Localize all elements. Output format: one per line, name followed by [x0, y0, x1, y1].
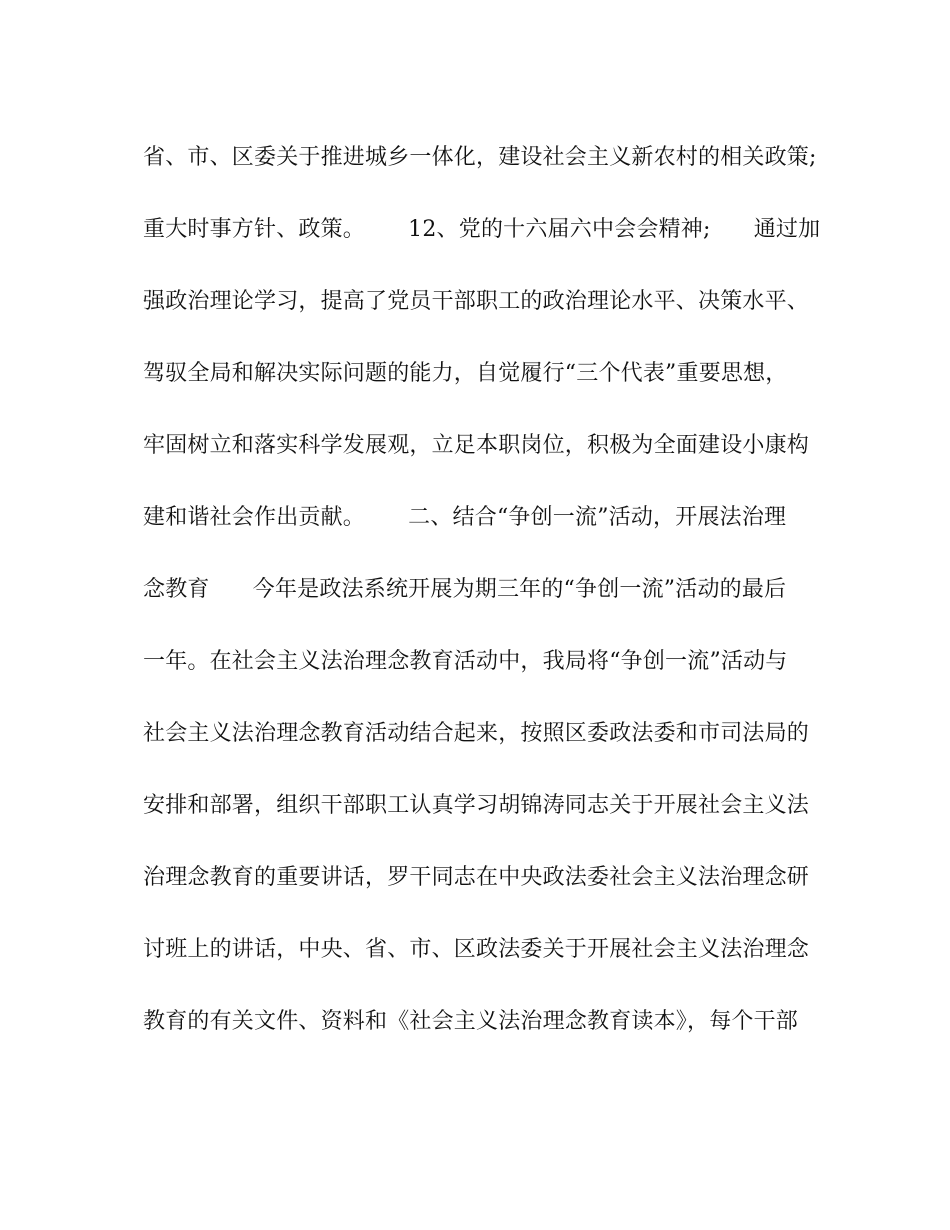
text-line: 念教育 今年是政法系统开展为期三年的“争创一流”活动的最后	[143, 577, 787, 602]
text-line: 重大时事方针、政策。 12、党的十六届六中会会精神; 通过加	[143, 217, 821, 242]
text-line: 驾驭全局和解决实际问题的能力，自觉履行“三个代表”重要思想，	[143, 361, 788, 386]
text-line: 建和谐社会作出贡献。 二、结合“争创一流”活动，开展法治理	[143, 505, 787, 530]
text-line: 省、市、区委关于推进城乡一体化，建设社会主义新农村的相关政策;	[143, 145, 817, 170]
document-body	[143, 136, 823, 1072]
text-line: 安排和部署，组织干部职工认真学习胡锦涛同志关于开展社会主义法	[143, 793, 810, 818]
text-line: 讨班上的讲话，中央、省、市、区政法委关于开展社会主义法治理念	[143, 937, 810, 962]
text-line: 牢固树立和落实科学发展观，立足本职岗位，积极为全面建设小康构	[143, 433, 810, 458]
text-line: 社会主义法治理念教育活动结合起来，按照区委政法委和市司法局的	[143, 721, 810, 746]
text-line: 教育的有关文件、资料和《社会主义法治理念教育读本》，每个干部	[143, 1009, 799, 1034]
text-line: 治理念教育的重要讲话，罗干同志在中央政法委社会主义法治理念研	[143, 865, 810, 890]
text-line: 强政治理论学习，提高了党员干部职工的政治理论水平、决策水平、	[143, 289, 810, 314]
text-line: 一年。在社会主义法治理念教育活动中，我局将“争创一流”活动与	[143, 649, 788, 674]
